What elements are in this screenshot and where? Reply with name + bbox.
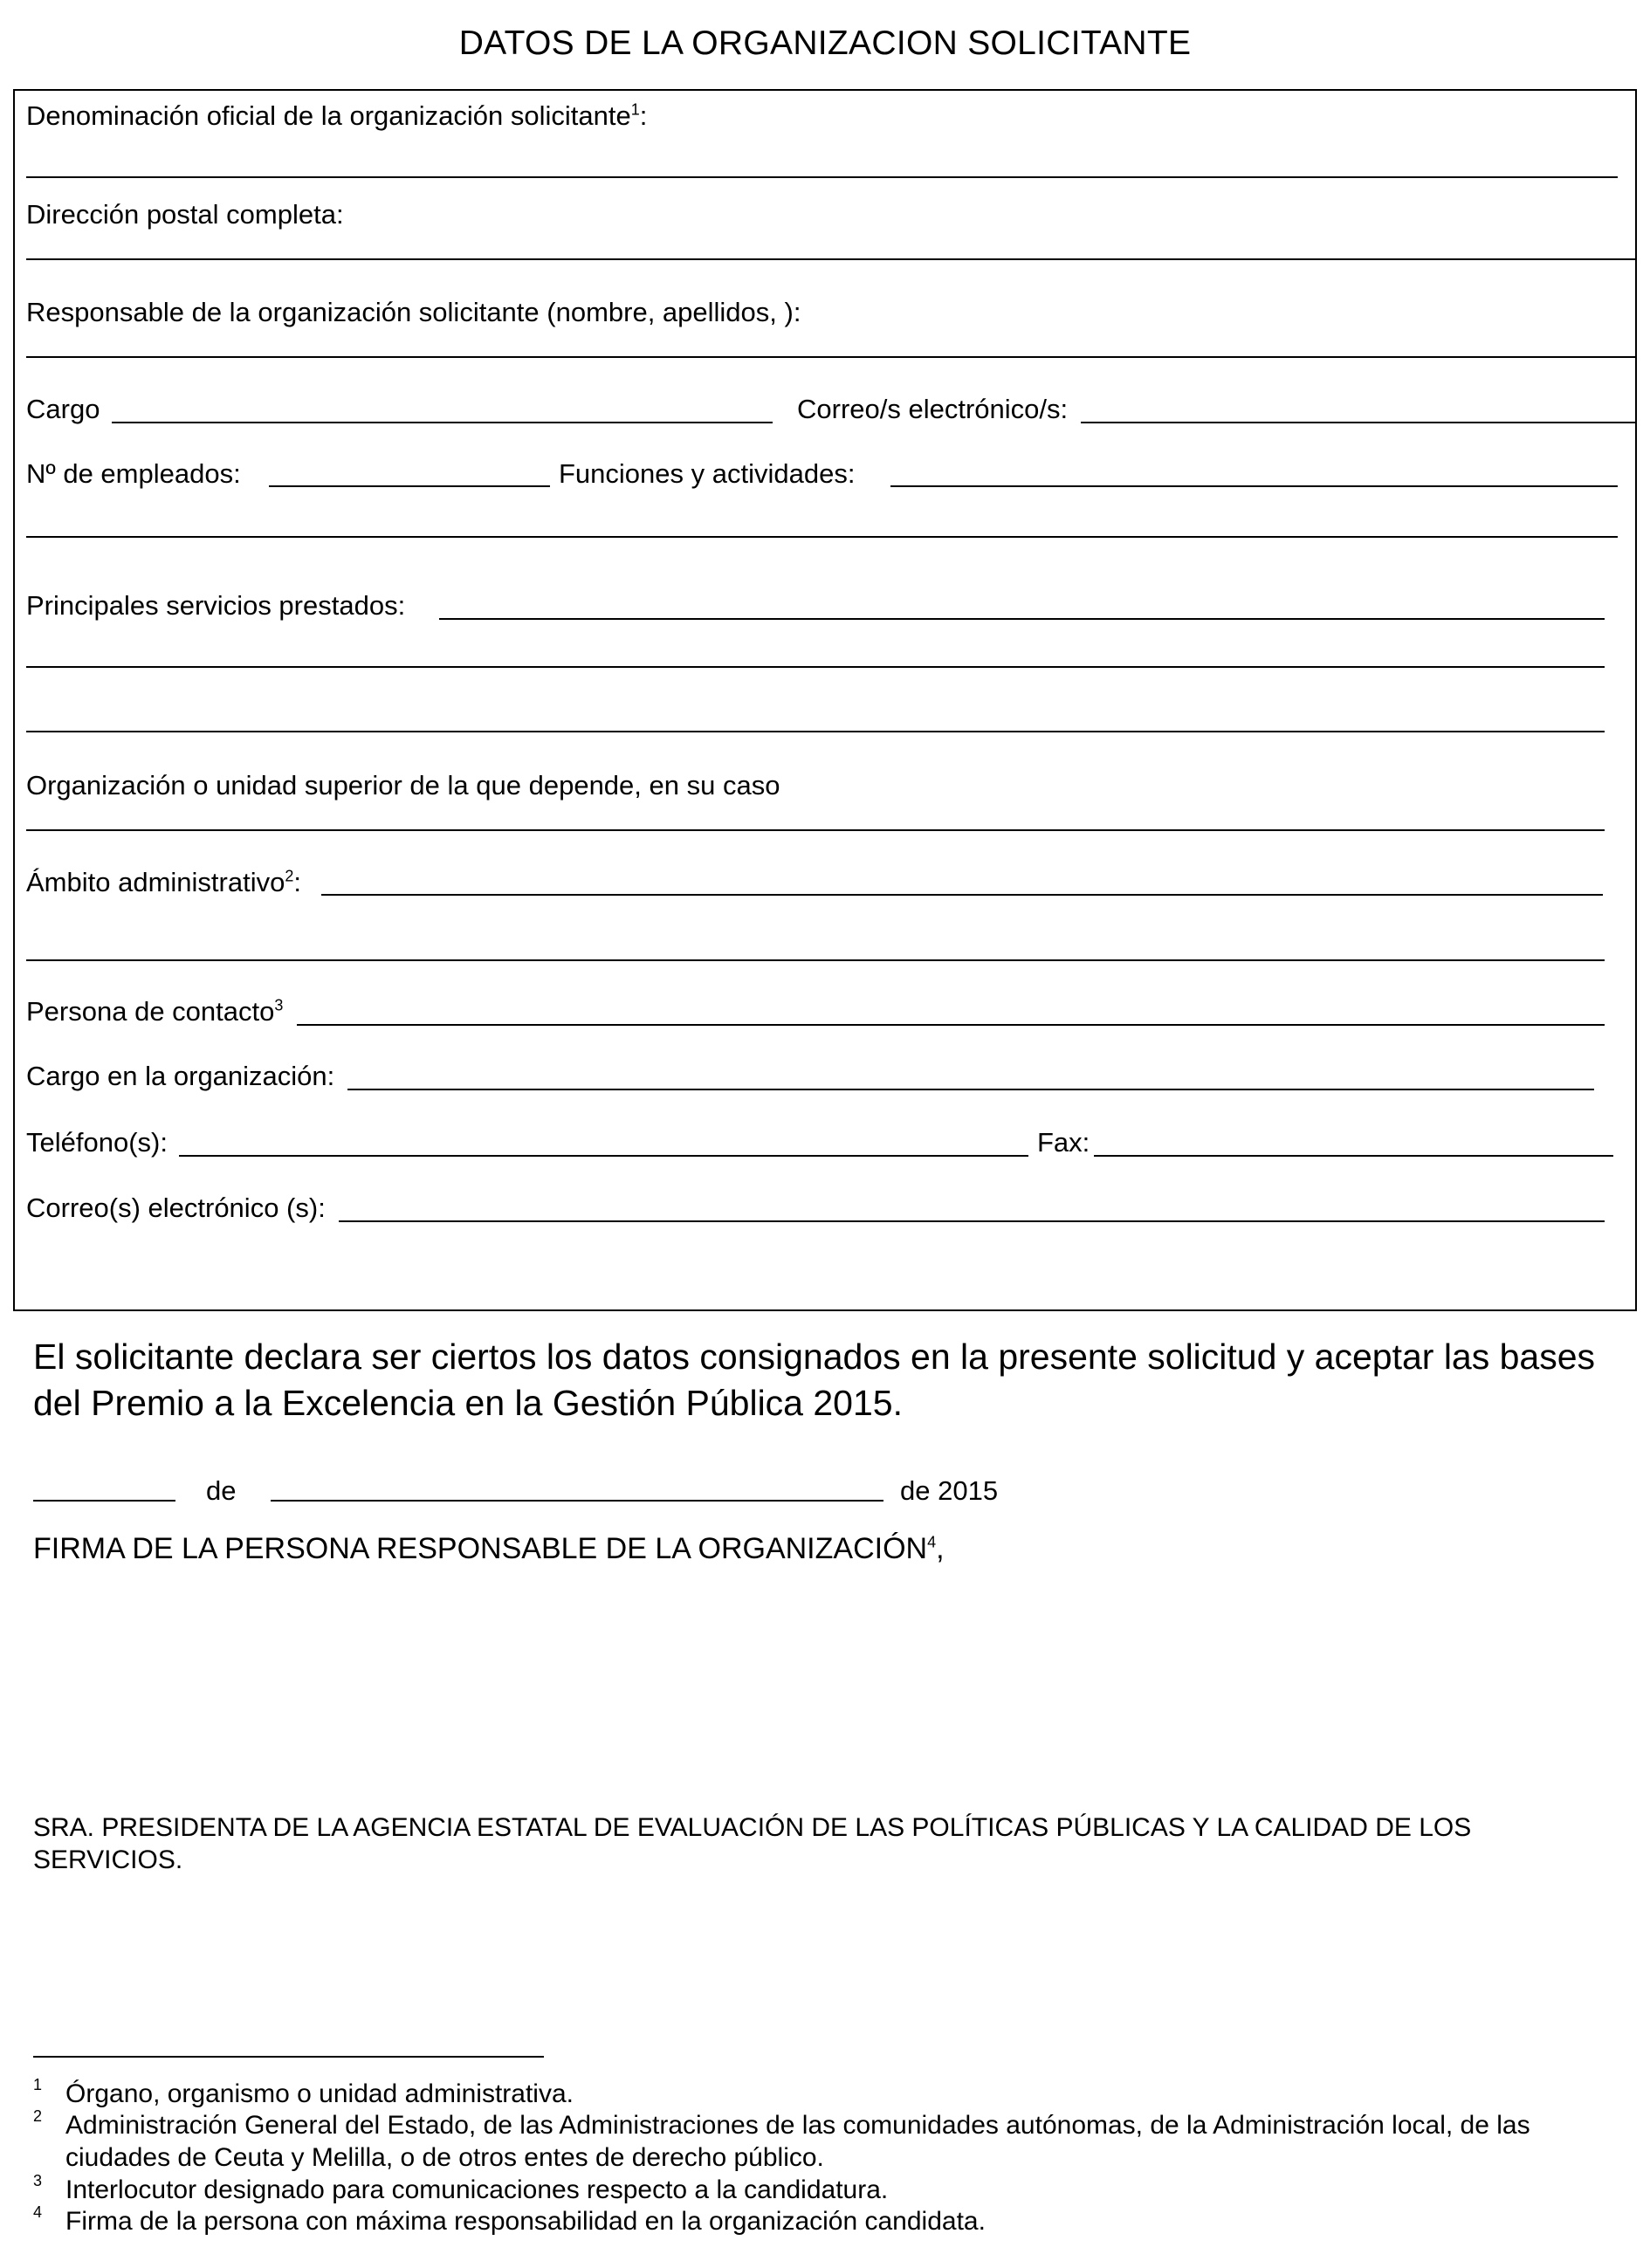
correo-contacto-label: Correo(s) electrónico (s): xyxy=(26,1192,326,1223)
organizacion-superior-label: Organización o unidad superior de la que depende, en su caso xyxy=(26,770,780,801)
correo-contacto-field[interactable] xyxy=(339,1220,1605,1222)
addressee-text: SRA. PRESIDENTA DE LA AGENCIA ESTATAL DE EVALUACIÓN DE LAS POLÍTICAS PÚBLICAS Y LA CALIDAD DE LOS SERVICIOS. xyxy=(33,1813,1472,1874)
declaration-text: El solicitante declara ser ciertos los datos consignados en la presente solicitud y aceptar las bases del Premio a la Excelencia en la Gestión Pública 2015. xyxy=(33,1337,1596,1423)
denominacion-label xyxy=(26,100,647,132)
contacto-text: Persona de contacto xyxy=(26,996,275,1027)
footnote-text: Interlocutor designado para comunicaciones respecto a la candidatura. xyxy=(65,2175,889,2204)
ambito-colon: : xyxy=(293,867,301,897)
contacto-field[interactable] xyxy=(297,1024,1605,1026)
denominacion-text: Denominación oficial de la organización solicitante xyxy=(26,100,631,131)
fax-label: Fax: xyxy=(1037,1127,1090,1158)
responsable-field[interactable] xyxy=(26,356,1635,358)
fax-field[interactable] xyxy=(1094,1155,1613,1157)
empleados-field[interactable] xyxy=(269,485,550,487)
footnote-number: 4 xyxy=(33,2203,43,2221)
cargo-field[interactable] xyxy=(112,422,773,423)
footnote-ref-1: 1 xyxy=(630,100,640,119)
servicios-field[interactable] xyxy=(439,618,1605,620)
direccion-field[interactable] xyxy=(26,258,1635,260)
denominacion-colon: : xyxy=(639,100,648,131)
cargo-org-label: Cargo en la organización: xyxy=(26,1061,335,1091)
footnote-ref-2: 2 xyxy=(285,867,294,885)
signature-text: FIRMA DE LA PERSONA RESPONSABLE DE LA ORGANIZACIÓN xyxy=(33,1532,928,1565)
servicios-field-line2[interactable] xyxy=(26,666,1605,668)
funciones-field-line2[interactable] xyxy=(26,536,1618,538)
telefono-label: Teléfono(s): xyxy=(26,1127,168,1158)
signature-comma: , xyxy=(936,1532,945,1565)
empleados-label: Nº de empleados: xyxy=(26,458,241,489)
direccion-label: Dirección postal completa: xyxy=(26,199,344,230)
footnote-text: Firma de la persona con máxima responsabilidad en la organización candidata. xyxy=(65,2207,986,2236)
funciones-field[interactable] xyxy=(890,485,1618,487)
ambito-field-line2[interactable] xyxy=(26,959,1605,961)
page-title: DATOS DE LA ORGANIZACION SOLICITANTE xyxy=(458,24,1192,62)
date-de-label: de xyxy=(206,1475,237,1506)
correos-field[interactable] xyxy=(1081,422,1635,423)
footnote-ref-3: 3 xyxy=(274,996,284,1014)
ambito-label xyxy=(26,867,301,898)
contacto-label xyxy=(26,996,283,1027)
cargo-org-field[interactable] xyxy=(347,1089,1594,1090)
signature-label xyxy=(33,1532,945,1566)
footnote-ref-4: 4 xyxy=(927,1533,937,1551)
funciones-label: Funciones y actividades: xyxy=(559,458,856,489)
footnote-number: 2 xyxy=(33,2107,43,2125)
denominacion-field[interactable] xyxy=(26,176,1618,178)
responsable-label: Responsable de la organización solicitante (nombre, apellidos, ): xyxy=(26,297,801,327)
footnote-separator xyxy=(33,2056,544,2058)
correos-label: Correo/s electrónico/s: xyxy=(797,394,1069,424)
date-day-field[interactable] xyxy=(33,1500,175,1502)
ambito-text: Ámbito administrativo xyxy=(26,867,285,897)
servicios-label: Principales servicios prestados: xyxy=(26,590,406,621)
organization-form xyxy=(13,89,1637,1311)
footnote-text: Administración General del Estado, de las Administraciones de las comunidades autónomas, de la Administración local, de las ciudades de Ceuta y Melilla, o de otros entes de derecho público. xyxy=(65,2111,1530,2172)
footnote-number: 1 xyxy=(33,2076,43,2093)
footnote-number: 3 xyxy=(33,2172,43,2189)
ambito-field[interactable] xyxy=(321,894,1603,896)
telefono-field[interactable] xyxy=(179,1155,1028,1157)
footnote-text: Órgano, organismo o unidad administrativa. xyxy=(65,2079,574,2108)
cargo-label: Cargo xyxy=(26,394,100,424)
organizacion-superior-field[interactable] xyxy=(26,829,1605,831)
date-year-label: de 2015 xyxy=(900,1475,999,1506)
servicios-field-line3[interactable] xyxy=(26,731,1605,732)
date-month-field[interactable] xyxy=(271,1500,883,1502)
